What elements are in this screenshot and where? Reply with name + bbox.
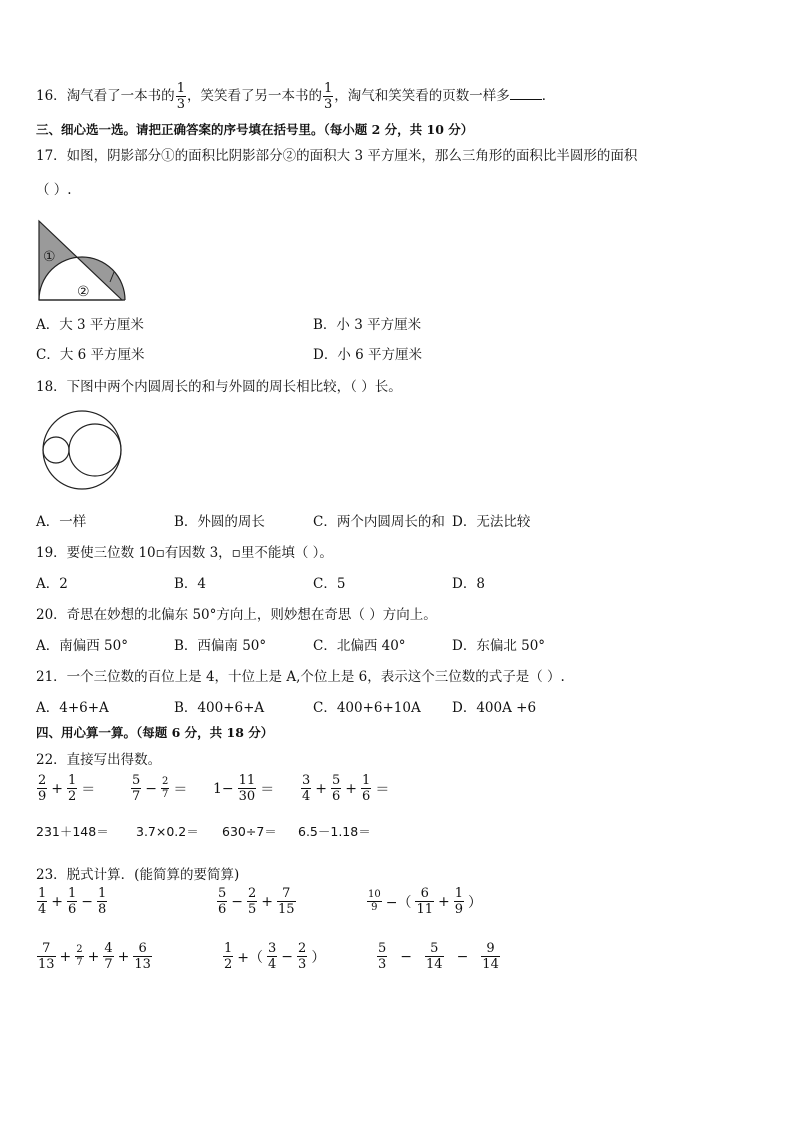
q23e1-op1: + — [51, 893, 64, 910]
q22e2-op1: − — [145, 780, 158, 797]
q22e4-c-num: 1 — [362, 773, 371, 788]
q23e5-b-den: 4 — [268, 957, 277, 972]
outer-circle — [43, 411, 121, 489]
q23e2-b-den: 5 — [248, 902, 257, 917]
q17-figure — [36, 216, 132, 306]
q20-option-d[interactable]: D．东偏北 50° — [452, 638, 546, 654]
q22e2-eq: ＝ — [173, 781, 188, 798]
q23e4-d-den: 13 — [134, 957, 151, 972]
q23e6-b-den: 14 — [426, 957, 443, 972]
q22e4-a-num: 3 — [302, 773, 311, 788]
q23e6-c-den: 14 — [482, 957, 499, 972]
q23e4-d-num: 6 — [133, 942, 152, 957]
q22e3-eq: ＝ — [260, 781, 275, 798]
q20-option-c[interactable]: C．北偏西 40° — [313, 638, 406, 654]
q16-text-1: 淘气看了一本书的 — [66, 88, 175, 104]
q23e4-c-den: 7 — [104, 957, 113, 972]
q23e1-b-num: 1 — [68, 886, 77, 901]
q19-option-c[interactable]: C．5 — [313, 576, 346, 592]
q22e1-eq: ＝ — [81, 781, 96, 798]
q23e4-op2: + — [87, 948, 100, 965]
q19-text: 19．要使三位数 10▫有因数 3，▫里不能填（ ）。 — [36, 545, 333, 561]
question-16 — [36, 82, 555, 111]
q23e3-b-num: 6 — [415, 887, 434, 902]
q17-text-line-2: （ ）. — [36, 182, 72, 198]
q23e2-a-num: 5 — [218, 886, 227, 901]
q22e4-op1: + — [315, 780, 328, 797]
q18-text: 18．下图中两个内圆周长的和与外圆的周长相比较，（ ）长。 — [36, 379, 402, 395]
q23e6-a-den: 3 — [378, 957, 387, 972]
q23e2-op2: + — [261, 893, 274, 910]
q23e1-b-den: 6 — [68, 902, 77, 917]
q16-frac1-denominator: 3 — [176, 97, 185, 112]
q23e2-b-num: 2 — [248, 886, 257, 901]
q23-text: 23．脱式计算．(能简算的要简算) — [36, 867, 240, 883]
q23e4-a-num: 7 — [37, 942, 56, 957]
q17-option-b[interactable]: B．小 3 平方厘米 — [313, 317, 422, 333]
q17-option-d[interactable]: D．小 6 平方厘米 — [313, 347, 422, 363]
q22e2-b-den: 7 — [162, 789, 169, 800]
q22e2-a-den: 7 — [132, 789, 141, 804]
q16-fraction-1 — [176, 82, 186, 111]
inner-circle-large — [69, 424, 121, 476]
q22e4-op2: + — [345, 780, 358, 797]
q22e1-op1: + — [51, 780, 64, 797]
q16-fraction-2 — [323, 82, 333, 111]
q22e1-b-num: 1 — [68, 773, 77, 788]
q23e3-a-num: 10 — [368, 889, 381, 900]
q18-option-c[interactable]: C．两个内圆周长的和 — [313, 514, 445, 530]
q20-option-b[interactable]: B．西偏南 50° — [174, 638, 267, 654]
q16-answer-blank[interactable] — [510, 87, 542, 100]
q22e1-b-den: 2 — [68, 789, 77, 804]
q22-row2-item-4: 6.5－1.18＝ — [298, 824, 371, 839]
q22e3-lead: 1− — [213, 780, 234, 797]
q22e4-c-den: 6 — [362, 789, 371, 804]
q23e3-close: ） — [468, 894, 483, 911]
q23e6-a-num: 5 — [378, 941, 387, 956]
q20-text: 20．奇思在妙想的北偏东 50°方向上，则妙想在奇思（ ）方向上。 — [36, 607, 437, 623]
q23e4-c-num: 4 — [104, 941, 113, 956]
q18-option-b[interactable]: B．外圆的周长 — [174, 514, 265, 530]
q17-text-line-1: 17．如图，阴影部分①的面积比阴影部分②的面积大 3 平方厘米，那么三角形的面积比半圆形的面积 — [36, 148, 638, 164]
q21-text: 21．一个三位数的百位上是 4，十位上是 A,个位上是 6，表示这个三位数的式子是（ ）. — [36, 669, 565, 685]
q16-text-2: ，笑笑看了另一本书的 — [186, 88, 322, 104]
q23e5-close: ） — [311, 949, 326, 966]
q19-option-d[interactable]: D．8 — [452, 576, 485, 592]
q23e1-c-den: 8 — [98, 902, 107, 917]
q23-expr-3 — [366, 887, 485, 916]
q23e1-op2: − — [81, 893, 94, 910]
q22-row2-item-3: 630÷7＝ — [222, 824, 277, 839]
q23e5-op2: − — [281, 948, 294, 965]
q22e4-b-den: 6 — [332, 789, 341, 804]
q18-option-d[interactable]: D．无法比较 — [452, 514, 531, 530]
q22e2-b-num: 2 — [162, 776, 169, 787]
q16-text-3: ，淘气和笑笑看的页数一样多 — [334, 88, 510, 104]
q23-expr-5 — [222, 942, 328, 971]
q23e4-b-num: 2 — [76, 944, 83, 955]
q23e5-a-den: 2 — [224, 957, 233, 972]
q22-row2-item-1: 231＋148＝ — [36, 824, 109, 839]
q19-option-a[interactable]: A．2 — [36, 576, 68, 592]
section-4-heading: 四、用心算一算。（每题 6 分，共 18 分） — [36, 725, 274, 740]
q23e4-op3: + — [117, 948, 130, 965]
q20-option-a[interactable]: A．南偏西 50° — [36, 638, 128, 654]
q22-expr-2 — [130, 774, 190, 803]
q22-row2-item-2: 3.7×0.2＝ — [136, 824, 199, 839]
q23e1-a-den: 4 — [38, 902, 47, 917]
q23e5-b-num: 3 — [268, 941, 277, 956]
q16-text-4: ． — [541, 88, 556, 104]
q18-figure — [40, 408, 124, 492]
q23e4-b-den: 7 — [76, 957, 83, 968]
q23-expr-2 — [216, 887, 297, 916]
q23e2-c-den: 15 — [278, 902, 295, 917]
q23e6-c-num: 9 — [481, 942, 500, 957]
q23e3-op2: + — [438, 893, 450, 910]
q22e1-a-num: 2 — [38, 773, 47, 788]
q22e4-eq: ＝ — [375, 781, 390, 798]
q23-expr-6 — [376, 942, 501, 971]
q23e1-c-num: 1 — [98, 886, 107, 901]
q21-option-d[interactable]: D．400A +6 — [452, 700, 537, 716]
q16-frac1-numerator: 1 — [176, 81, 185, 96]
q22e1-a-den: 9 — [38, 789, 47, 804]
q23e3-op1: −（ — [385, 894, 412, 911]
fig-label-2: ② — [77, 284, 90, 300]
q23e3-c-den: 9 — [454, 902, 464, 917]
q23e4-op1: + — [59, 948, 72, 965]
q17-option-a[interactable]: A．大 3 平方厘米 — [36, 317, 144, 333]
q22-expr-3 — [213, 774, 277, 803]
q22e4-b-num: 5 — [332, 773, 341, 788]
q23e1-a-num: 1 — [38, 886, 47, 901]
q23e6-op1: − — [400, 948, 413, 965]
q23-expr-4 — [36, 942, 153, 971]
q22e3-a-num: 11 — [238, 773, 256, 788]
q21-option-c[interactable]: C．400+6+10A — [313, 700, 421, 716]
q23e2-op1: − — [231, 893, 244, 910]
q23e6-op2: − — [456, 948, 469, 965]
q19-option-b[interactable]: B．4 — [174, 576, 207, 592]
q23e3-c-num: 1 — [454, 886, 464, 901]
q16-frac2-denominator: 3 — [323, 97, 333, 112]
fig-label-1: ① — [43, 249, 56, 265]
q23-expr-1 — [36, 887, 108, 916]
q23e6-b-num: 5 — [425, 942, 444, 957]
q22-text: 22．直接写出得数。 — [36, 752, 162, 768]
q23e2-c-num: 7 — [277, 887, 296, 902]
q22-expr-4 — [300, 774, 392, 803]
q22-expr-1 — [36, 774, 98, 803]
q16-number: 16． — [36, 88, 67, 104]
q23e4-a-den: 13 — [38, 957, 55, 972]
q23e2-a-den: 6 — [218, 902, 227, 917]
section-3-heading: 三、细心选一选。请把正确答案的序号填在括号里。（每小题 2 分，共 10 分） — [36, 122, 474, 137]
q23e5-c-num: 2 — [298, 941, 307, 956]
q23e5-a-num: 1 — [224, 941, 233, 956]
q22e2-a-num: 5 — [132, 773, 141, 788]
q21-option-a[interactable]: A．4+6+A — [36, 700, 109, 716]
q21-option-b[interactable]: B．400+6+A — [174, 700, 265, 716]
q23e3-b-den: 11 — [416, 902, 434, 917]
q23e5-op1: +（ — [237, 949, 264, 966]
q17-option-c[interactable]: C．大 6 平方厘米 — [36, 347, 145, 363]
q23e5-c-den: 3 — [298, 957, 307, 972]
q23e3-a-den: 9 — [371, 902, 378, 913]
q22e4-a-den: 4 — [302, 789, 311, 804]
q16-frac2-numerator: 1 — [323, 81, 333, 96]
inner-circle-small — [43, 437, 69, 463]
q18-option-a[interactable]: A．一样 — [36, 514, 87, 530]
q22e3-a-den: 30 — [238, 789, 256, 804]
